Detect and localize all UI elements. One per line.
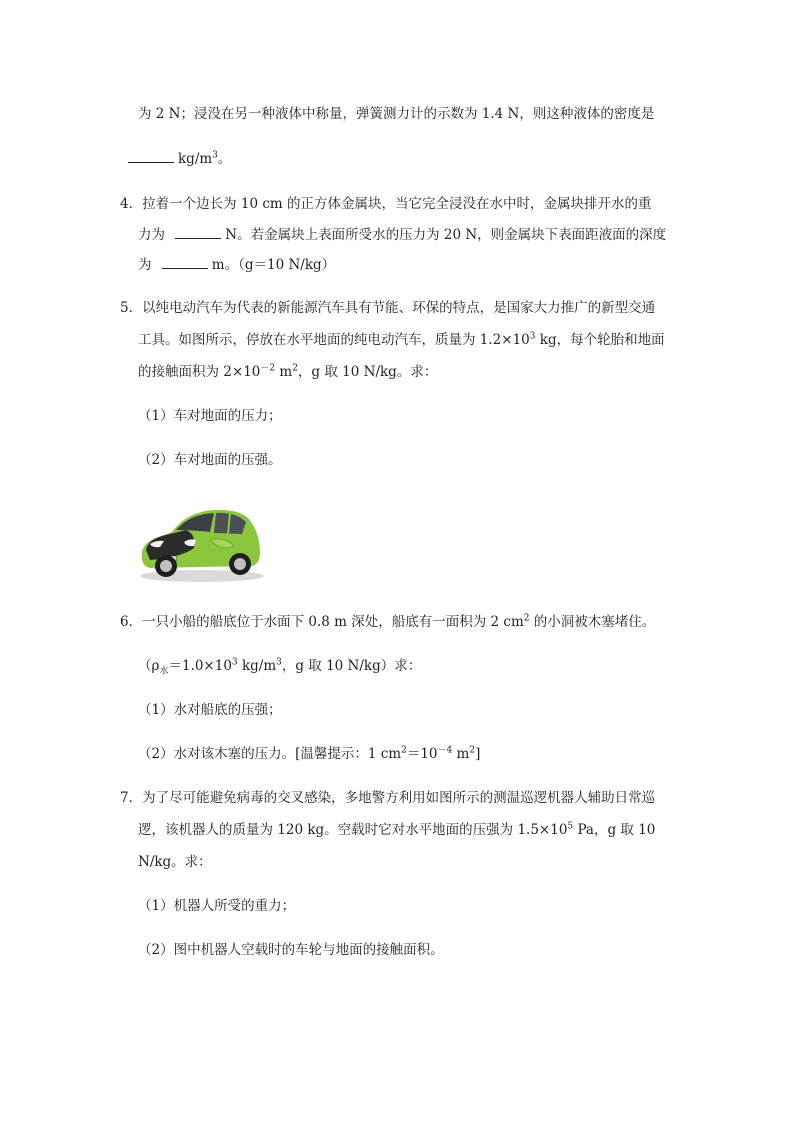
q7-line2: 逻，该机器人的质量为 120 kg。空载时它对水平地面的压强为 $1.5\times 10^5$ Pa，g 取 10 (138, 821, 656, 838)
q6-sub1: （1）水对船底的压强； (138, 702, 282, 718)
electric-car-image (136, 500, 266, 584)
q5-sub1: （1）车对地面的压力； (138, 408, 282, 424)
q4-line2: 力为 N。若金属块上表面所受水的压力为 20 N，则金属块下表面距液面的深度 (138, 224, 666, 245)
q5-line1: 5．以纯电动汽车为代表的新能源汽车具有节能、环保的特点，是国家大力推广的新型交通 (120, 300, 656, 316)
answer-blank[interactable] (162, 254, 208, 269)
q5-sub2: （2）车对地面的压强。 (138, 452, 282, 468)
q5-line3: 的接触面积为 $2\times 10^{-2}$ $m^2$，g 取 10 N/kg。求： (138, 363, 438, 380)
q7-line3: N/kg。求： (138, 854, 212, 870)
answer-blank[interactable] (175, 224, 221, 239)
q3-line1: 为 2 N；浸没在另一种液体中称量，弹簧测力计的示数为 1.4 N，则这种液体的密度是 (138, 106, 655, 122)
q7-line1: 7．为了尽可能避免病毒的交叉感染，多地警方利用如图所示的测温巡逻机器人辅助日常巡 (120, 790, 656, 806)
q4-line1: 4．拉着一个边长为 10 cm 的正方体金属块，当它完全浸没在水中时，金属块排开水的重 (120, 196, 652, 212)
q4-line3: 为 m。（g＝10 N/kg） (138, 254, 335, 275)
answer-blank[interactable] (128, 148, 174, 163)
q6-sub2: （2）水对该木塞的压力。[温馨提示：1 $cm^2=10^{-4}$ $m^2$] (138, 745, 481, 762)
q7-sub1: （1）机器人所受的重力； (138, 898, 296, 914)
q3-line2: $kg/m^3$。 (128, 148, 231, 169)
q7-sub2: （2）图中机器人空载时的车轮与地面的接触面积。 (138, 942, 444, 958)
q6-line1: 6．一只小船的船底位于水面下 0.8 m 深处，船底有一面积为 2 $cm^2$ 的小洞被木塞堵住。 (120, 613, 656, 630)
q5-line2: 工具。如图所示，停放在水平地面的纯电动汽车，质量为 $1.2\times 10^3$ kg，每个轮胎和地面 (138, 331, 665, 348)
q6-line2: （$\rho_水=1.0\times 10^3$ $kg/m^3$，g 取 10 N/kg）求： (138, 657, 422, 677)
